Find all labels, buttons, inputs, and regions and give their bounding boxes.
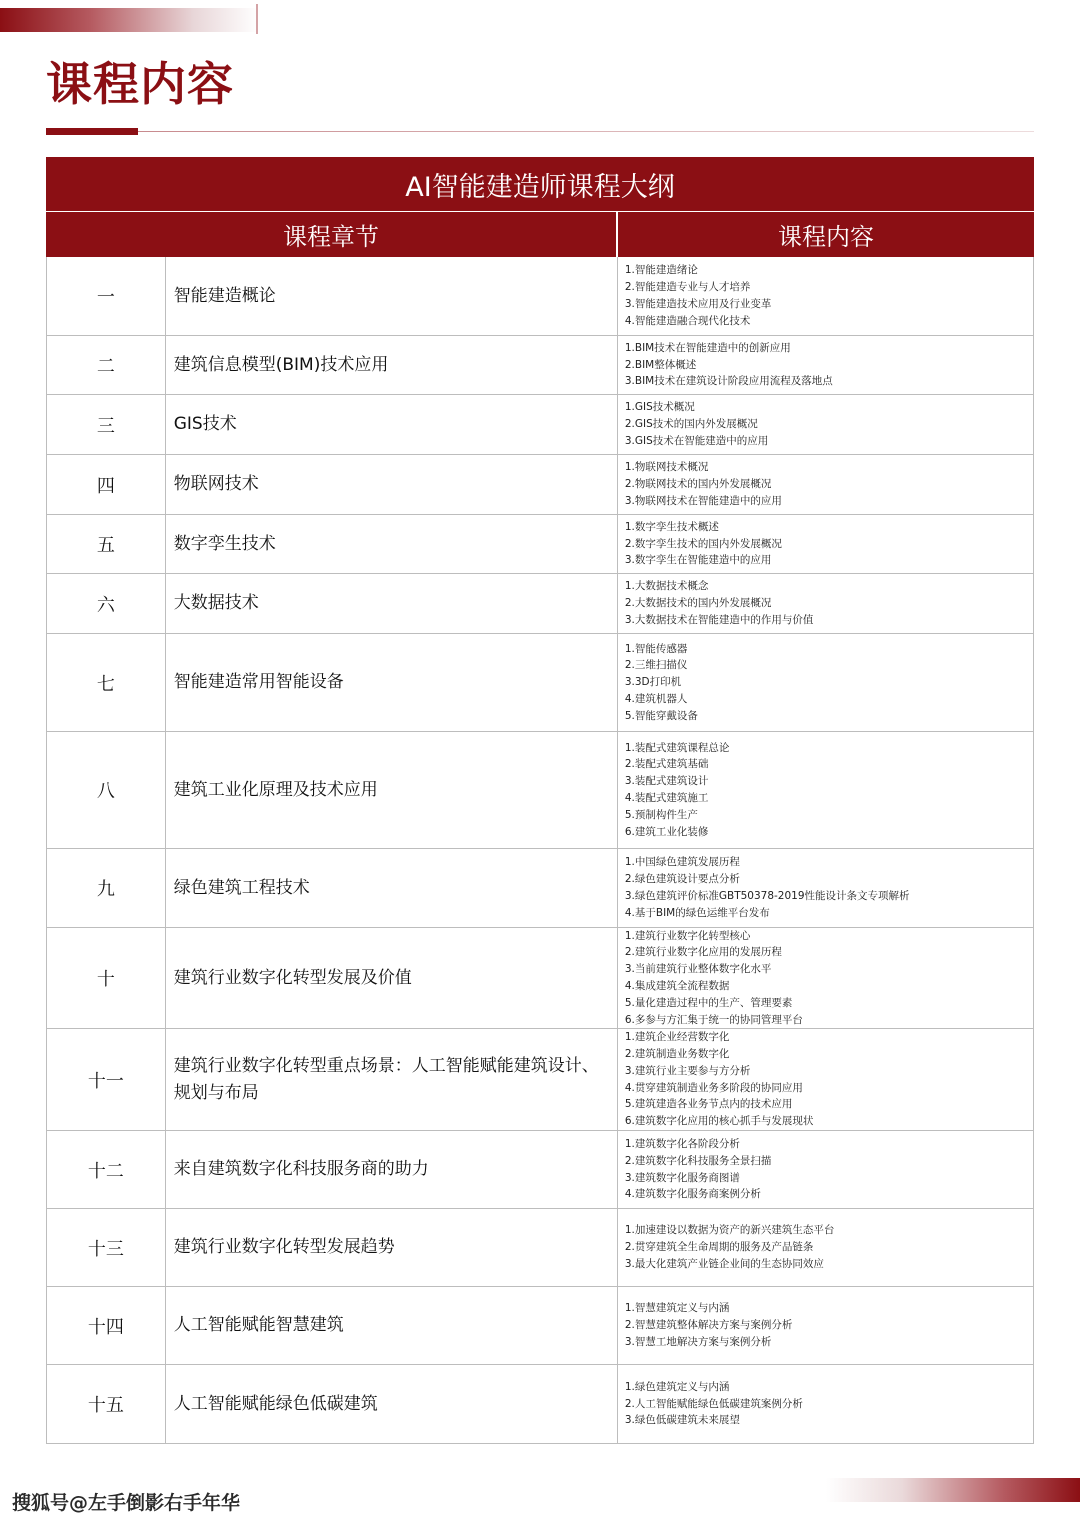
content-item: 1.建筑数字化各阶段分析	[624, 1137, 740, 1150]
content-item: 4.基于BIM的绿色运维平台发布	[624, 906, 770, 919]
chapter-content	[618, 732, 1033, 848]
content-item: 1.中国绿色建筑发展历程	[624, 856, 740, 869]
page-title: 课程内容	[46, 57, 234, 111]
content-item: 2.大数据技术的国内外发展概况	[624, 597, 772, 610]
content-item: 1.BIM技术在智能建造中的创新应用	[624, 341, 791, 354]
chapter-number: 三	[47, 395, 166, 454]
content-item: 3.物联网技术在智能建造中的应用	[624, 494, 782, 507]
content-item: 2.建筑制造业务数字化	[624, 1047, 730, 1060]
table-row	[47, 1286, 1033, 1364]
content-item: 4.建筑数字化服务商案例分析	[624, 1188, 761, 1201]
chapter-name: GIS技术	[166, 395, 618, 454]
content-item: 4.建筑机器人	[624, 692, 688, 705]
table-title: AI智能建造师课程大纲	[46, 157, 1034, 211]
table-header-row	[46, 211, 1034, 257]
content-item: 1.加速建设以数据为资产的新兴建筑生态平台	[624, 1224, 835, 1237]
chapter-name: 智能建造常用智能设备	[166, 634, 618, 731]
table-row	[47, 927, 1033, 1028]
content-item: 2.三维扫描仪	[624, 659, 688, 672]
title-rule	[138, 131, 1034, 132]
chapter-name: 建筑信息模型(BIM)技术应用	[166, 336, 618, 394]
content-item: 5.量化建造过程中的生产、管理要素	[624, 996, 793, 1009]
header-chapter: 课程章节	[46, 212, 618, 257]
chapter-number: 一	[47, 257, 166, 335]
chapter-content	[618, 1287, 1033, 1364]
chapter-number: 七	[47, 634, 166, 731]
content-item: 6.多参与方汇集于统一的协同管理平台	[624, 1013, 803, 1026]
content-item: 3.当前建筑行业整体数字化水平	[624, 963, 772, 976]
content-item: 4.智能建造融合现代化技术	[624, 314, 751, 327]
chapter-number: 十	[47, 928, 166, 1028]
content-item: 3.数字孪生在智能建造中的应用	[624, 554, 772, 567]
chapter-content	[618, 849, 1033, 927]
content-item: 1.大数据技术概念	[624, 580, 709, 593]
chapter-name: 人工智能赋能绿色低碳建筑	[166, 1365, 618, 1443]
content-item: 6.建筑工业化装修	[624, 825, 709, 838]
content-item: 3.绿色低碳建筑未来展望	[624, 1414, 740, 1427]
top-decoration-line	[256, 4, 258, 34]
chapter-content	[618, 634, 1033, 731]
chapter-content	[618, 1131, 1033, 1208]
chapter-name: 建筑工业化原理及技术应用	[166, 732, 618, 848]
table-row	[47, 394, 1033, 454]
content-item: 1.建筑企业经营数字化	[624, 1031, 730, 1044]
chapter-number: 五	[47, 515, 166, 573]
content-item: 2.绿色建筑设计要点分析	[624, 873, 740, 886]
content-item: 2.人工智能赋能绿色低碳建筑案例分析	[624, 1397, 803, 1410]
chapter-name: 数字孪生技术	[166, 515, 618, 573]
table-row	[47, 257, 1033, 335]
content-item: 3.最大化建筑产业链企业间的生态协同效应	[624, 1257, 824, 1270]
title-underline	[46, 128, 138, 135]
chapter-content	[618, 515, 1033, 573]
top-decoration-bar	[0, 8, 258, 32]
table-row	[47, 573, 1033, 633]
content-item: 4.贯穿建筑制造业务多阶段的协同应用	[624, 1081, 803, 1094]
content-item: 3.装配式建筑设计	[624, 775, 709, 788]
content-item: 1.绿色建筑定义与内涵	[624, 1380, 730, 1393]
chapter-number: 十一	[47, 1029, 166, 1130]
chapter-number: 六	[47, 574, 166, 633]
chapter-number: 十五	[47, 1365, 166, 1443]
content-item: 3.GIS技术在智能建造中的应用	[624, 434, 769, 447]
content-item: 3.BIM技术在建筑设计阶段应用流程及落地点	[624, 375, 833, 388]
content-item: 1.装配式建筑课程总论	[624, 741, 730, 754]
chapter-name: 人工智能赋能智慧建筑	[166, 1287, 618, 1364]
content-item: 1.建筑行业数字化转型核心	[624, 929, 751, 942]
content-item: 3.绿色建筑评价标准GBT50378-2019性能设计条文专项解析	[624, 890, 910, 902]
table-body	[46, 257, 1034, 1444]
content-item: 5.预制构件生产	[624, 808, 698, 821]
chapter-name: 建筑行业数字化转型重点场景：人工智能赋能建筑设计、规划与布局	[166, 1029, 618, 1130]
chapter-number: 八	[47, 732, 166, 848]
content-item: 2.装配式建筑基础	[624, 758, 709, 771]
content-item: 1.智能传感器	[624, 642, 688, 655]
content-item: 5.智能穿戴设备	[624, 709, 698, 722]
content-item: 2.BIM整体概述	[624, 358, 697, 371]
content-item: 1.数字孪生技术概述	[624, 520, 719, 533]
content-item: 3.建筑数字化服务商图谱	[624, 1171, 740, 1184]
chapter-name: 建筑行业数字化转型发展及价值	[166, 928, 618, 1028]
content-item: 4.集成建筑全流程数据	[624, 980, 730, 992]
content-item: 3.3D打印机	[624, 676, 682, 689]
content-item: 2.GIS技术的国内外发展概况	[624, 418, 758, 431]
table-row	[47, 848, 1033, 927]
chapter-content	[618, 455, 1033, 514]
content-item: 5.建筑建造各业务节点内的技术应用	[624, 1098, 793, 1111]
content-item: 2.建筑数字化科技服务全景扫描	[624, 1154, 772, 1167]
chapter-number: 四	[47, 455, 166, 514]
content-item: 2.数字孪生技术的国内外发展概况	[624, 537, 782, 550]
chapter-name: 物联网技术	[166, 455, 618, 514]
chapter-name: 建筑行业数字化转型发展趋势	[166, 1209, 618, 1286]
content-item: 1.智能建造绪论	[624, 264, 698, 277]
chapter-content	[618, 1209, 1033, 1286]
content-item: 2.智能建造专业与人才培养	[624, 281, 751, 294]
chapter-number: 十四	[47, 1287, 166, 1364]
table-row	[47, 1208, 1033, 1286]
chapter-number: 十二	[47, 1131, 166, 1208]
chapter-content	[618, 257, 1033, 335]
table-row	[47, 514, 1033, 573]
table-row	[47, 454, 1033, 514]
chapter-content	[618, 336, 1033, 394]
chapter-content	[618, 574, 1033, 633]
chapter-content	[618, 395, 1033, 454]
content-item: 1.智慧建筑定义与内涵	[624, 1302, 730, 1315]
content-item: 2.智慧建筑整体解决方案与案例分析	[624, 1319, 793, 1332]
content-item: 2.物联网技术的国内外发展概况	[624, 478, 772, 491]
syllabus-table	[46, 157, 1034, 1444]
chapter-name: 来自建筑数字化科技服务商的助力	[166, 1131, 618, 1208]
table-row	[47, 731, 1033, 848]
content-item: 2.贯穿建筑全生命周期的服务及产品链条	[624, 1241, 814, 1254]
chapter-number: 二	[47, 336, 166, 394]
content-item: 3.智慧工地解决方案与案例分析	[624, 1335, 772, 1348]
chapter-content	[618, 1029, 1033, 1130]
header-content: 课程内容	[778, 223, 874, 251]
table-row	[47, 633, 1033, 731]
content-item: 3.智能建造技术应用及行业变革	[624, 298, 772, 310]
chapter-content	[618, 928, 1033, 1028]
chapter-name: 绿色建筑工程技术	[166, 849, 618, 927]
chapter-number: 十三	[47, 1209, 166, 1286]
content-item: 3.大数据技术在智能建造中的作用与价值	[624, 613, 814, 626]
table-row	[47, 1364, 1033, 1443]
content-item: 4.装配式建筑施工	[624, 792, 709, 804]
table-row	[47, 335, 1033, 394]
table-row	[47, 1028, 1033, 1130]
footer-decoration-bar	[826, 1478, 1080, 1502]
content-item: 6.建筑数字化应用的核心抓手与发展现状	[624, 1115, 814, 1128]
content-item: 1.GIS技术概况	[624, 401, 695, 414]
content-item: 2.建筑行业数字化应用的发展历程	[624, 946, 782, 959]
chapter-name: 智能建造概论	[166, 257, 618, 335]
content-item: 3.建筑行业主要参与方分析	[624, 1064, 751, 1077]
content-item: 1.物联网技术概况	[624, 461, 709, 474]
chapter-number: 九	[47, 849, 166, 927]
chapter-content	[618, 1365, 1033, 1443]
chapter-name: 大数据技术	[166, 574, 618, 633]
footer-credit: 搜狐号@左手倒影右手年华	[12, 1492, 241, 1514]
table-row	[47, 1130, 1033, 1208]
